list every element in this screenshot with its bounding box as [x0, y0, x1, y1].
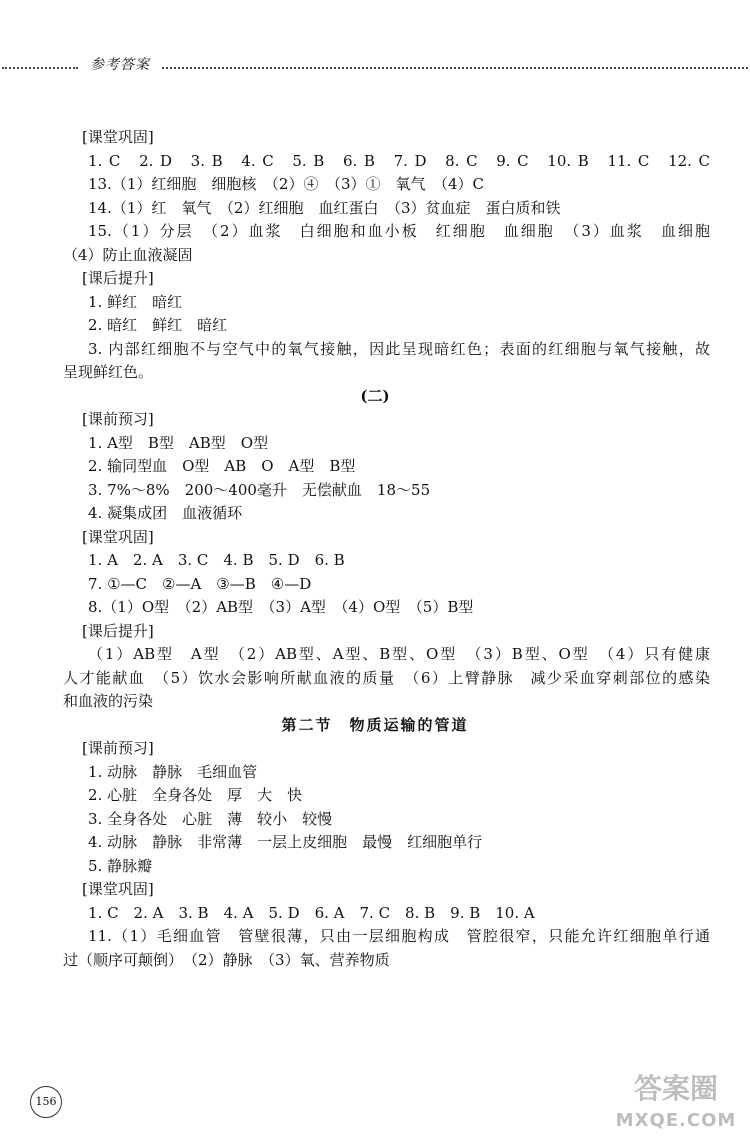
watermark-url: MXQE.COM — [615, 1110, 737, 1131]
answer-line: 1. 鲜红 暗红 — [88, 292, 183, 311]
answer-line: 和血液的污染 — [63, 692, 154, 710]
answer-line: 3. 全身各处 心脏 薄 较小 较慢 — [88, 809, 333, 828]
section-label: [课前预习] — [82, 410, 154, 428]
answer-line: 人才能献血 （5）饮水会影响所献血液的质量 （6）上臂静脉 减少采血穿刺部位的感染 — [63, 668, 710, 687]
answer-line: 11.（1）毛细血管 管壁很薄，只由一层细胞构成 管腔很窄，只能允许红细胞单行通 — [88, 927, 710, 945]
watermark-logo — [610, 1064, 742, 1134]
page-number: 156 — [30, 1086, 62, 1118]
header-rule-right — [162, 67, 748, 69]
answer-line: 1. C 2. D 3. B 4. C 5. B 6. B 7. D 8. C 9. C 10. B 11. C 12. C — [88, 151, 710, 170]
answer-line: 1. A型 B型 AB型 O型 — [88, 433, 269, 452]
answer-line: 呈现鲜红色。 — [63, 363, 154, 381]
answer-line: 2. 输同型血 O型 AB O A型 B型 — [88, 457, 356, 475]
answer-line: 1. C 2. A 3. B 4. A 5. D 6. A 7. C 8. B 9. B 10. A — [88, 903, 535, 922]
answer-line: 3. 内部红细胞不与空气中的氧气接触，因此呈现暗红色；表面的红细胞与氧气接触，故 — [88, 339, 710, 358]
answer-line: （1）AB型 A型 （2）AB型、A型、B型、O型 （3）B型、O型 （4）只有健康 — [88, 645, 710, 663]
answer-line: 1. 动脉 静脉 毛细血管 — [88, 762, 258, 781]
section-label: [课后提升] — [82, 621, 154, 640]
section-label: [课前预习] — [82, 739, 154, 757]
answer-line: 7. ①—C ②—A ③—B ④—D — [88, 574, 312, 593]
answer-line: 2. 心脏 全身各处 厚 大 快 — [88, 786, 303, 804]
answer-line: 3. 7%～8% 200～400毫升 无偿献血 18～55 — [88, 480, 431, 499]
answer-line: 4. 凝集成团 血液循环 — [88, 504, 243, 522]
answer-line: 2. 暗红 鲜红 暗红 — [88, 316, 228, 334]
answer-line: 8.（1）O型 （2）AB型 （3）A型 （4）O型 （5）B型 — [88, 598, 474, 616]
answer-line: 过（顺序可颠倒） （2）静脉 （3）氧、营养物质 — [63, 950, 390, 969]
section-label: [课堂巩固] — [82, 128, 154, 146]
header-rule-left — [2, 67, 78, 69]
section-label: [课后提升] — [82, 269, 154, 287]
watermark-text: 答案圈 — [633, 1072, 719, 1105]
section-label: [课堂巩固] — [82, 527, 154, 546]
answer-content — [0, 126, 750, 972]
page-header — [0, 52, 750, 82]
answer-line: 1. A 2. A 3. C 4. B 5. D 6. B — [88, 551, 345, 569]
section-title: 第二节 物质运输的管道 — [281, 715, 469, 734]
header-title: 参考答案 — [90, 57, 150, 73]
answer-line: 13.（1）红细胞 细胞核 （2）④ （3）① 氧气 （4）C — [88, 175, 485, 193]
section-label: [课堂巩固] — [82, 880, 154, 898]
answer-line: （4）防止血液凝固 — [63, 245, 193, 264]
answer-line: 15.（1）分层 （2）血浆 白细胞和血小板 红细胞 血细胞 （3）血浆 血细胞 — [88, 222, 710, 240]
answer-line: 14.（1）红 氧气 （2）红细胞 血红蛋白 （3）贫血症 蛋白质和铁 — [88, 198, 561, 217]
answer-line: 5. 静脉瓣 — [88, 856, 153, 875]
section-title: (二) — [360, 386, 390, 405]
answer-line: 4. 动脉 静脉 非常薄 一层上皮细胞 最慢 红细胞单行 — [88, 833, 483, 851]
